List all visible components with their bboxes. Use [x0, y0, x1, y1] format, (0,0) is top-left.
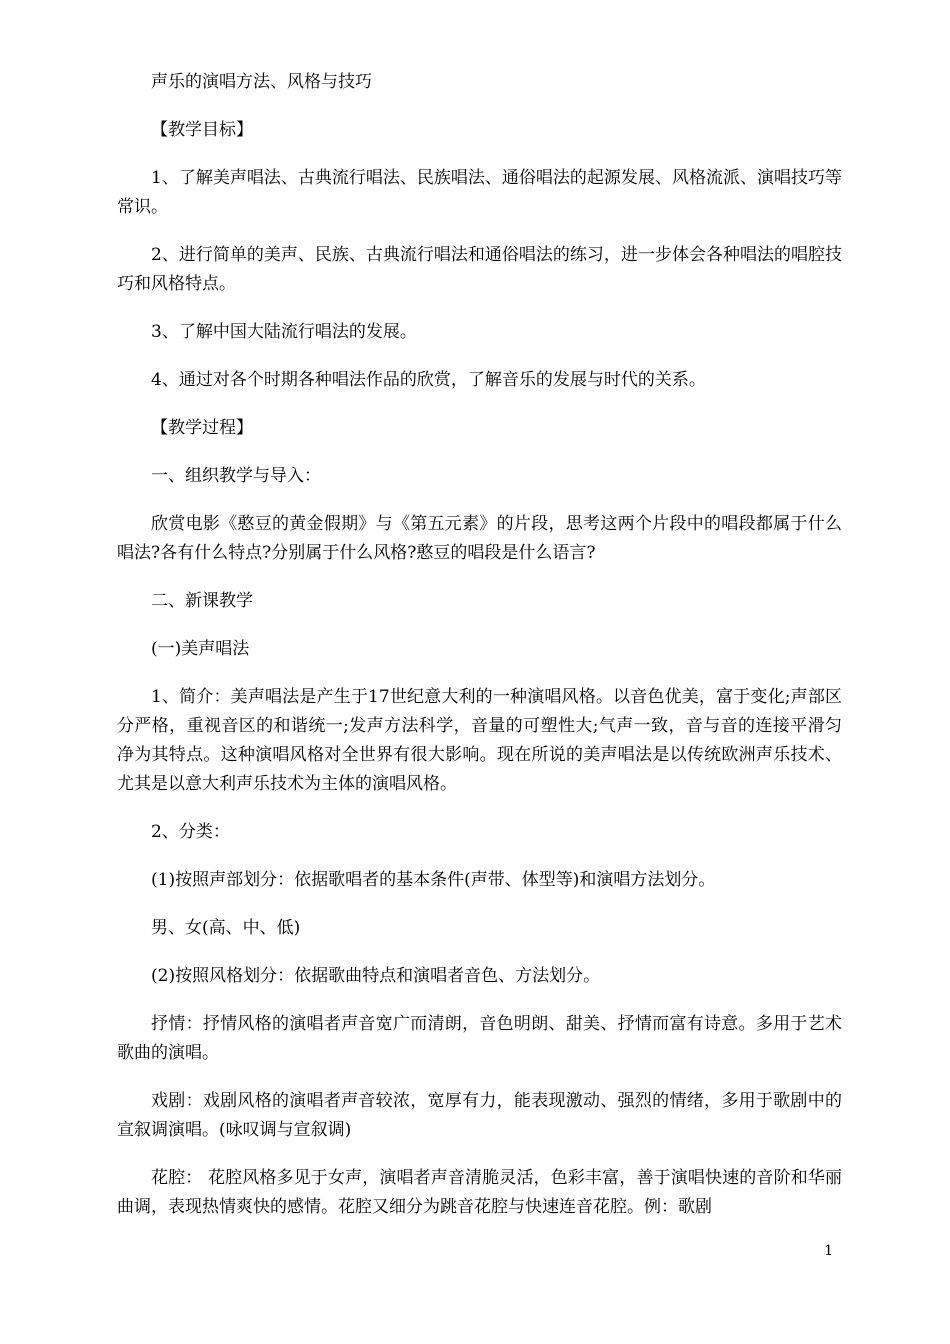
objective-item-4: 4、通过对各个时期各种唱法作品的欣赏，了解音乐的发展与时代的关系。: [151, 370, 706, 390]
style-dramatic: 戏剧：戏剧风格的演唱者声音较浓，宽厚有力，能表现激动、强烈的情绪，多用于歌剧中的宣叙调演唱。(咏叹调与宣叙调): [117, 1091, 842, 1140]
style-coloratura: 花腔： 花腔风格多见于女声，演唱者声音清脆灵活，色彩丰富，善于演唱快速的音阶和华丽曲调，表现热情爽快的感情。花腔又细分为跳音花腔与快速连音花腔。例：歌剧: [117, 1168, 842, 1217]
classification-heading: 2、分类：: [151, 822, 230, 842]
bel-canto-intro: 1、简介：美声唱法是产生于17世纪意大利的一种演唱风格。以音色优美，富于变化;声部区分严格，重视音区的和谐统一;发声方法科学，音量的可塑性大;气声一致，音与音的连接平滑匀净为其特点。这种演唱风格对全世界有很大影响。现在所说的美声唱法是以传统欧洲声乐技术、尤其是以意大利声乐技术为主体的演唱风格。: [117, 687, 842, 794]
document-page: [117, 68, 842, 1241]
voice-types: 男、女(高、中、低): [151, 918, 301, 938]
page-number: 1: [824, 1243, 833, 1259]
classification-by-voice: (1)按照声部划分：依据歌唱者的基本条件(声带、体型等)和演唱方法划分。: [151, 870, 716, 890]
objective-item-2: 2、进行简单的美声、民族、古典流行唱法和通俗唱法的练习，进一步体会各种唱法的唱腔技巧和风格特点。: [117, 245, 842, 294]
classification-by-style: (2)按照风格划分：依据歌曲特点和演唱者音色、方法划分。: [151, 966, 601, 986]
section-heading-process: 【教学过程】: [151, 418, 253, 438]
objective-item-1: 1、了解美声唱法、古典流行唱法、民族唱法、通俗唱法的起源发展、风格流派、演唱技巧等常识。: [117, 168, 842, 217]
document-title: 声乐的演唱方法、风格与技巧: [151, 72, 372, 92]
style-lyric: 抒情：抒情风格的演唱者声音宽广而清朗，音色明朗、甜美、抒情而富有诗意。多用于艺术歌曲的演唱。: [117, 1014, 842, 1063]
subheading-bel-canto: (一)美声唱法: [151, 639, 250, 659]
intro-paragraph: 欣赏电影《憨豆的黄金假期》与《第五元素》的片段，思考这两个片段中的唱段都属于什么唱法?各有什么特点?分别属于什么风格?憨豆的唱段是什么语言?: [117, 514, 842, 563]
subheading-intro: 一、组织教学与导入：: [151, 466, 321, 486]
objective-item-3: 3、了解中国大陆流行唱法的发展。: [151, 322, 417, 342]
section-heading-objectives: 【教学目标】: [151, 120, 253, 140]
subheading-new-lesson: 二、新课教学: [151, 591, 253, 611]
